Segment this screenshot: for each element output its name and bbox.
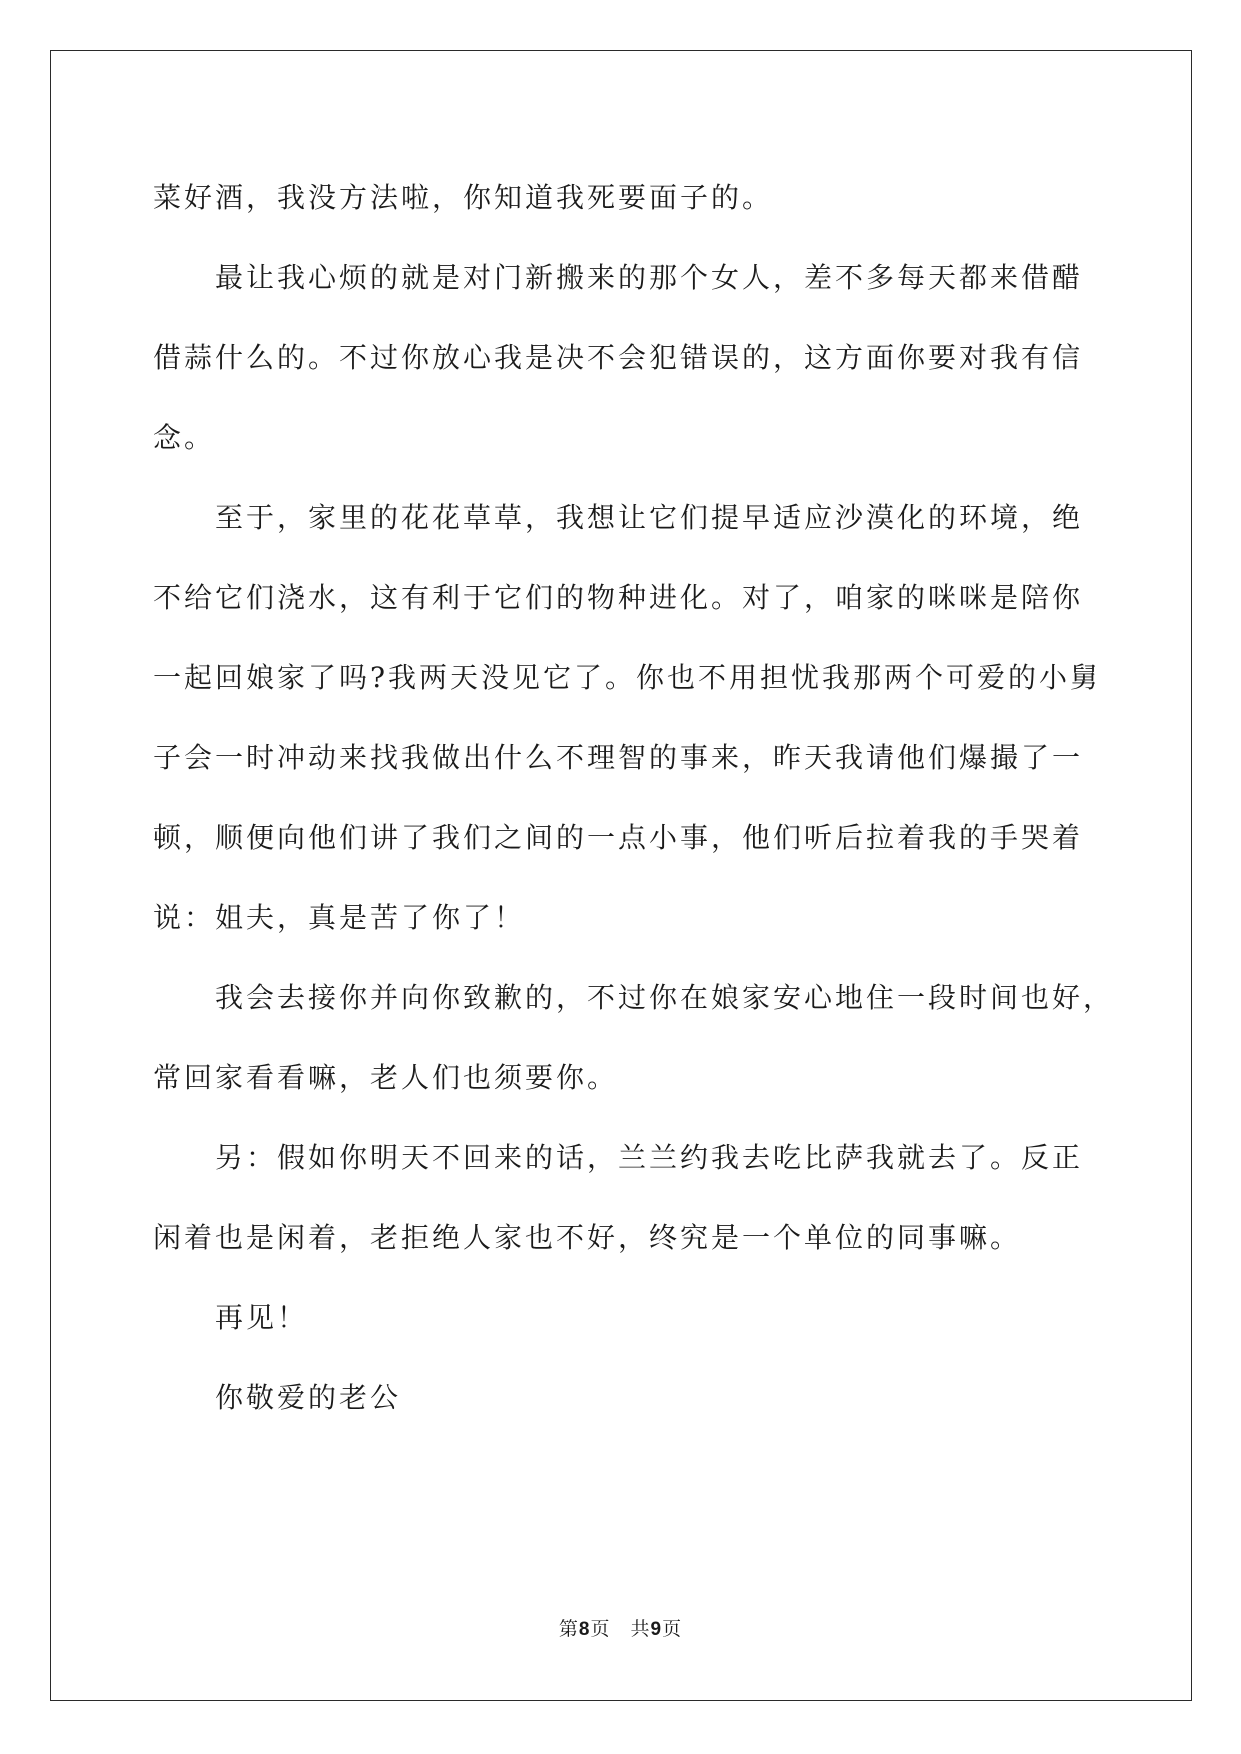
text-line: 另：假如你明天不回来的话，兰兰约我去吃比萨我就去了。反正	[215, 1141, 1084, 1174]
text-line: 我会去接你并向你致歉的，不过你在娘家安心地住一段时间也好，	[215, 981, 1115, 1014]
text-line: 念。	[153, 421, 216, 454]
text-line: 说：姐夫，真是苦了你了！	[153, 901, 526, 934]
text-line: 菜好酒，我没方法啦，你知道我死要面子的。	[153, 181, 774, 214]
text-line: 常回家看看嘛，老人们也须要你。	[153, 1061, 619, 1094]
text-line: 至于，家里的花花草草，我想让它们提早适应沙漠化的环境，绝	[215, 501, 1084, 534]
total-pages-number: 9	[650, 1619, 663, 1640]
footer-suffix: 页	[662, 1618, 683, 1640]
footer-prefix: 第	[558, 1618, 579, 1640]
footer-middle: 页 共	[590, 1618, 651, 1640]
text-line: 闲着也是闲着，老拒绝人家也不好，终究是一个单位的同事嘛。	[153, 1221, 1022, 1254]
text-line: 一起回娘家了吗?我两天没见它了。你也不用担忧我那两个可爱的小舅	[153, 661, 1102, 694]
text-line: 最让我心烦的就是对门新搬来的那个女人，差不多每天都来借醋	[215, 261, 1084, 294]
text-line: 不给它们浇水，这有利于它们的物种进化。对了，咱家的咪咪是陪你	[153, 581, 1084, 614]
text-line: 子会一时冲动来找我做出什么不理智的事来，昨天我请他们爆撮了一	[153, 741, 1084, 774]
text-line: 再见！	[215, 1301, 309, 1334]
document-body	[153, 158, 1115, 1438]
text-line: 借蒜什么的。不过你放心我是决不会犯错误的，这方面你要对我有信	[153, 341, 1084, 374]
page-footer	[0, 1614, 1241, 1641]
current-page-number: 8	[578, 1619, 591, 1640]
signature-line: 你敬爱的老公	[215, 1381, 402, 1414]
text-line: 顿，顺便向他们讲了我们之间的一点小事，他们听后拉着我的手哭着	[153, 821, 1084, 854]
